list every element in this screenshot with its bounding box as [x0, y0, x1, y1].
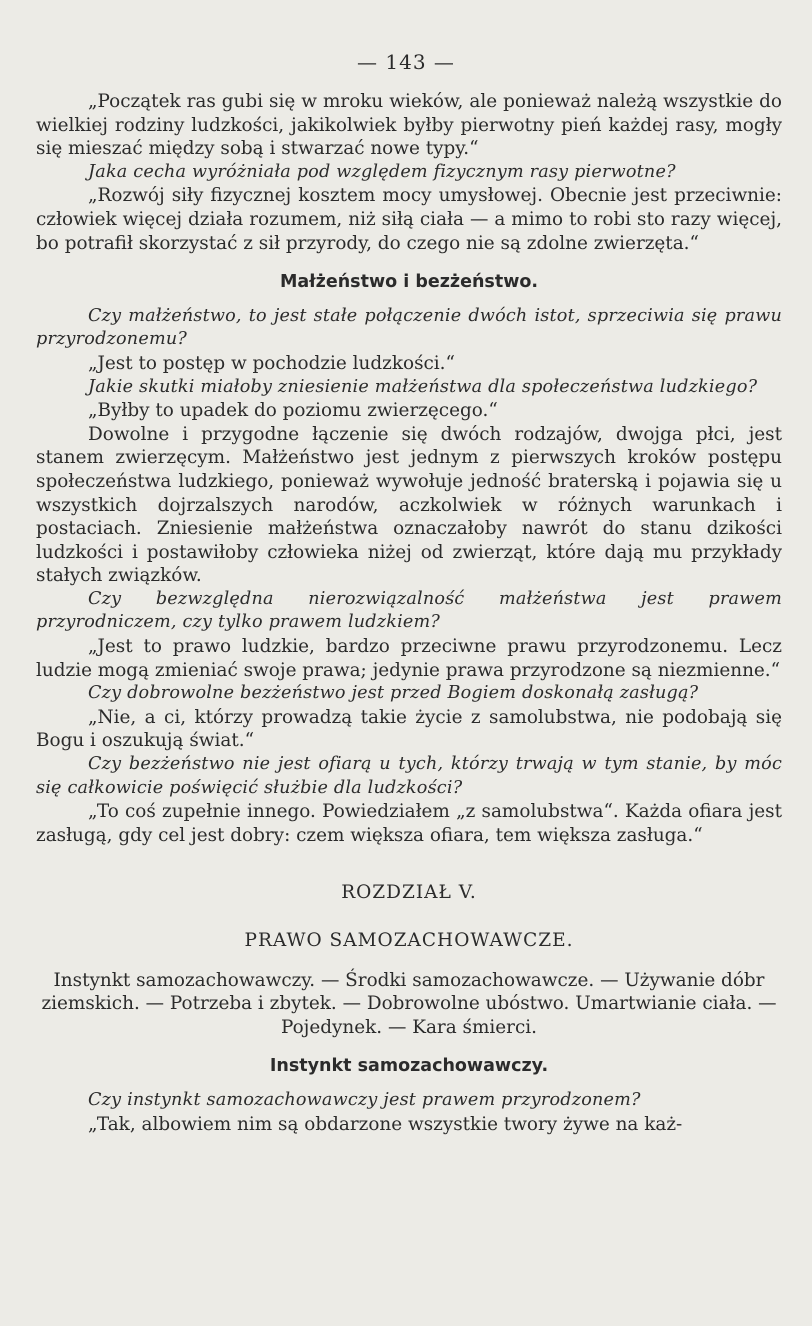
question: Czy instynkt samozachowawczy jest prawem przyrodzonem? [88, 1089, 641, 1110]
answer: „Byłby to upadek do poziomu zwierzęcego.“ [88, 400, 498, 422]
section-heading: Instynkt samozachowawczy. [269, 1056, 549, 1077]
answer: „To coś zupełnie innego. Powiedziałem „z samolubstwa“. Każda ofiara jest zasługą, gdy cel jest dobry: czem większa ofiara, tem większa zasługa.“ [36, 801, 782, 846]
paragraph: „Początek ras gubi się w mroku wieków, ale ponieważ należą wszystkie do wielkiej rodziny ludzkości, jakikolwiek byłby pierwotny pień każdej rasy, mogły się mieszać między sobą i stwarzać nowe typy.“ [36, 91, 782, 160]
question: Czy bezwzględna nierozwiązalność małżeństwa jest prawem przyrodniczem, czy tylko prawem ludzkiem? [36, 588, 782, 633]
question: Czy małżeństwo, to jest stałe połączenie dwóch istot, sprzeciwia się prawu przyrodzonemu? [36, 305, 782, 350]
question: Czy dobrowolne bezżeństwo jest przed Bogiem doskonałą zasługą? [88, 683, 699, 704]
chapter-label: ROZDZIAŁ V. [341, 882, 477, 904]
page-content [36, 90, 782, 1136]
section-heading: Małżeństwo i bezżeństwo. [279, 272, 539, 293]
question: Jaka cecha wyróżniała pod względem fizycznym rasy pierwotne? [88, 161, 676, 182]
answer: „Jest to postęp w pochodzie ludzkości.“ [88, 352, 455, 374]
chapter-title: PRAWO SAMOZACHOWAWCZE. [244, 930, 574, 951]
answer: „Rozwój siły fizycznej kosztem mocy umysłowej. Obecnie jest przeciwnie: człowiek więcej działa rozumem, niż siłą ciała — a mimo to robi sto razy więcej, bo potrafił skorzystać z sił przyrody, do czego nie są zdolne zwierzęta.“ [36, 185, 782, 254]
commentary: Dowolne i przygodne łączenie się dwóch rodzajów, dwojga płci, jest stanem zwierzęcym. Małżeństwo jest jednym z pierwszych kroków postępu społeczeństwa ludzkiego, ponieważ wywołuje jedność braterską i pojawia się u wszystkich dojrzalszych narodów, aczkolwiek w różnych warunkach i postaciach. Zniesienie małżeństwa oznaczałoby nawrót do stanu dzikości ludzkości i postawiłoby człowieka niżej od zwierząt, które dają mu przykłady stałych związków. [36, 423, 782, 587]
answer: „Jest to prawo ludzkie, bardzo przeciwne prawu przyrodzonemu. Lecz ludzie mogą zmieniać swoje prawa; jedynie prawa przyrodzone są niezmienne.“ [36, 636, 782, 681]
answer: „Tak, albowiem nim są obdarzone wszystkie twory żywe na każ- [88, 1113, 683, 1135]
question: Czy bezżeństwo nie jest ofiarą u tych, którzy trwają w tym stanie, by móc się całkowicie poświęcić służbie dla ludzkości? [36, 754, 782, 798]
chapter-summary: Instynkt samozachowawczy. — Środki samozachowawcze. — Używanie dóbr ziemskich. — Potrzeba i zbytek. — Dobrowolne ubóstwo. Umartwianie ciała. — Pojedynek. — Kara śmierci. [41, 969, 777, 1038]
question: Jakie skutki miałoby zniesienie małżeństwa dla społeczeństwa ludzkiego? [88, 376, 758, 397]
answer: „Nie, a ci, którzy prowadzą takie życie z samolubstwa, nie podobają się Bogu i oszukują świat.“ [36, 706, 782, 752]
page-number: — 143 — [357, 50, 455, 74]
